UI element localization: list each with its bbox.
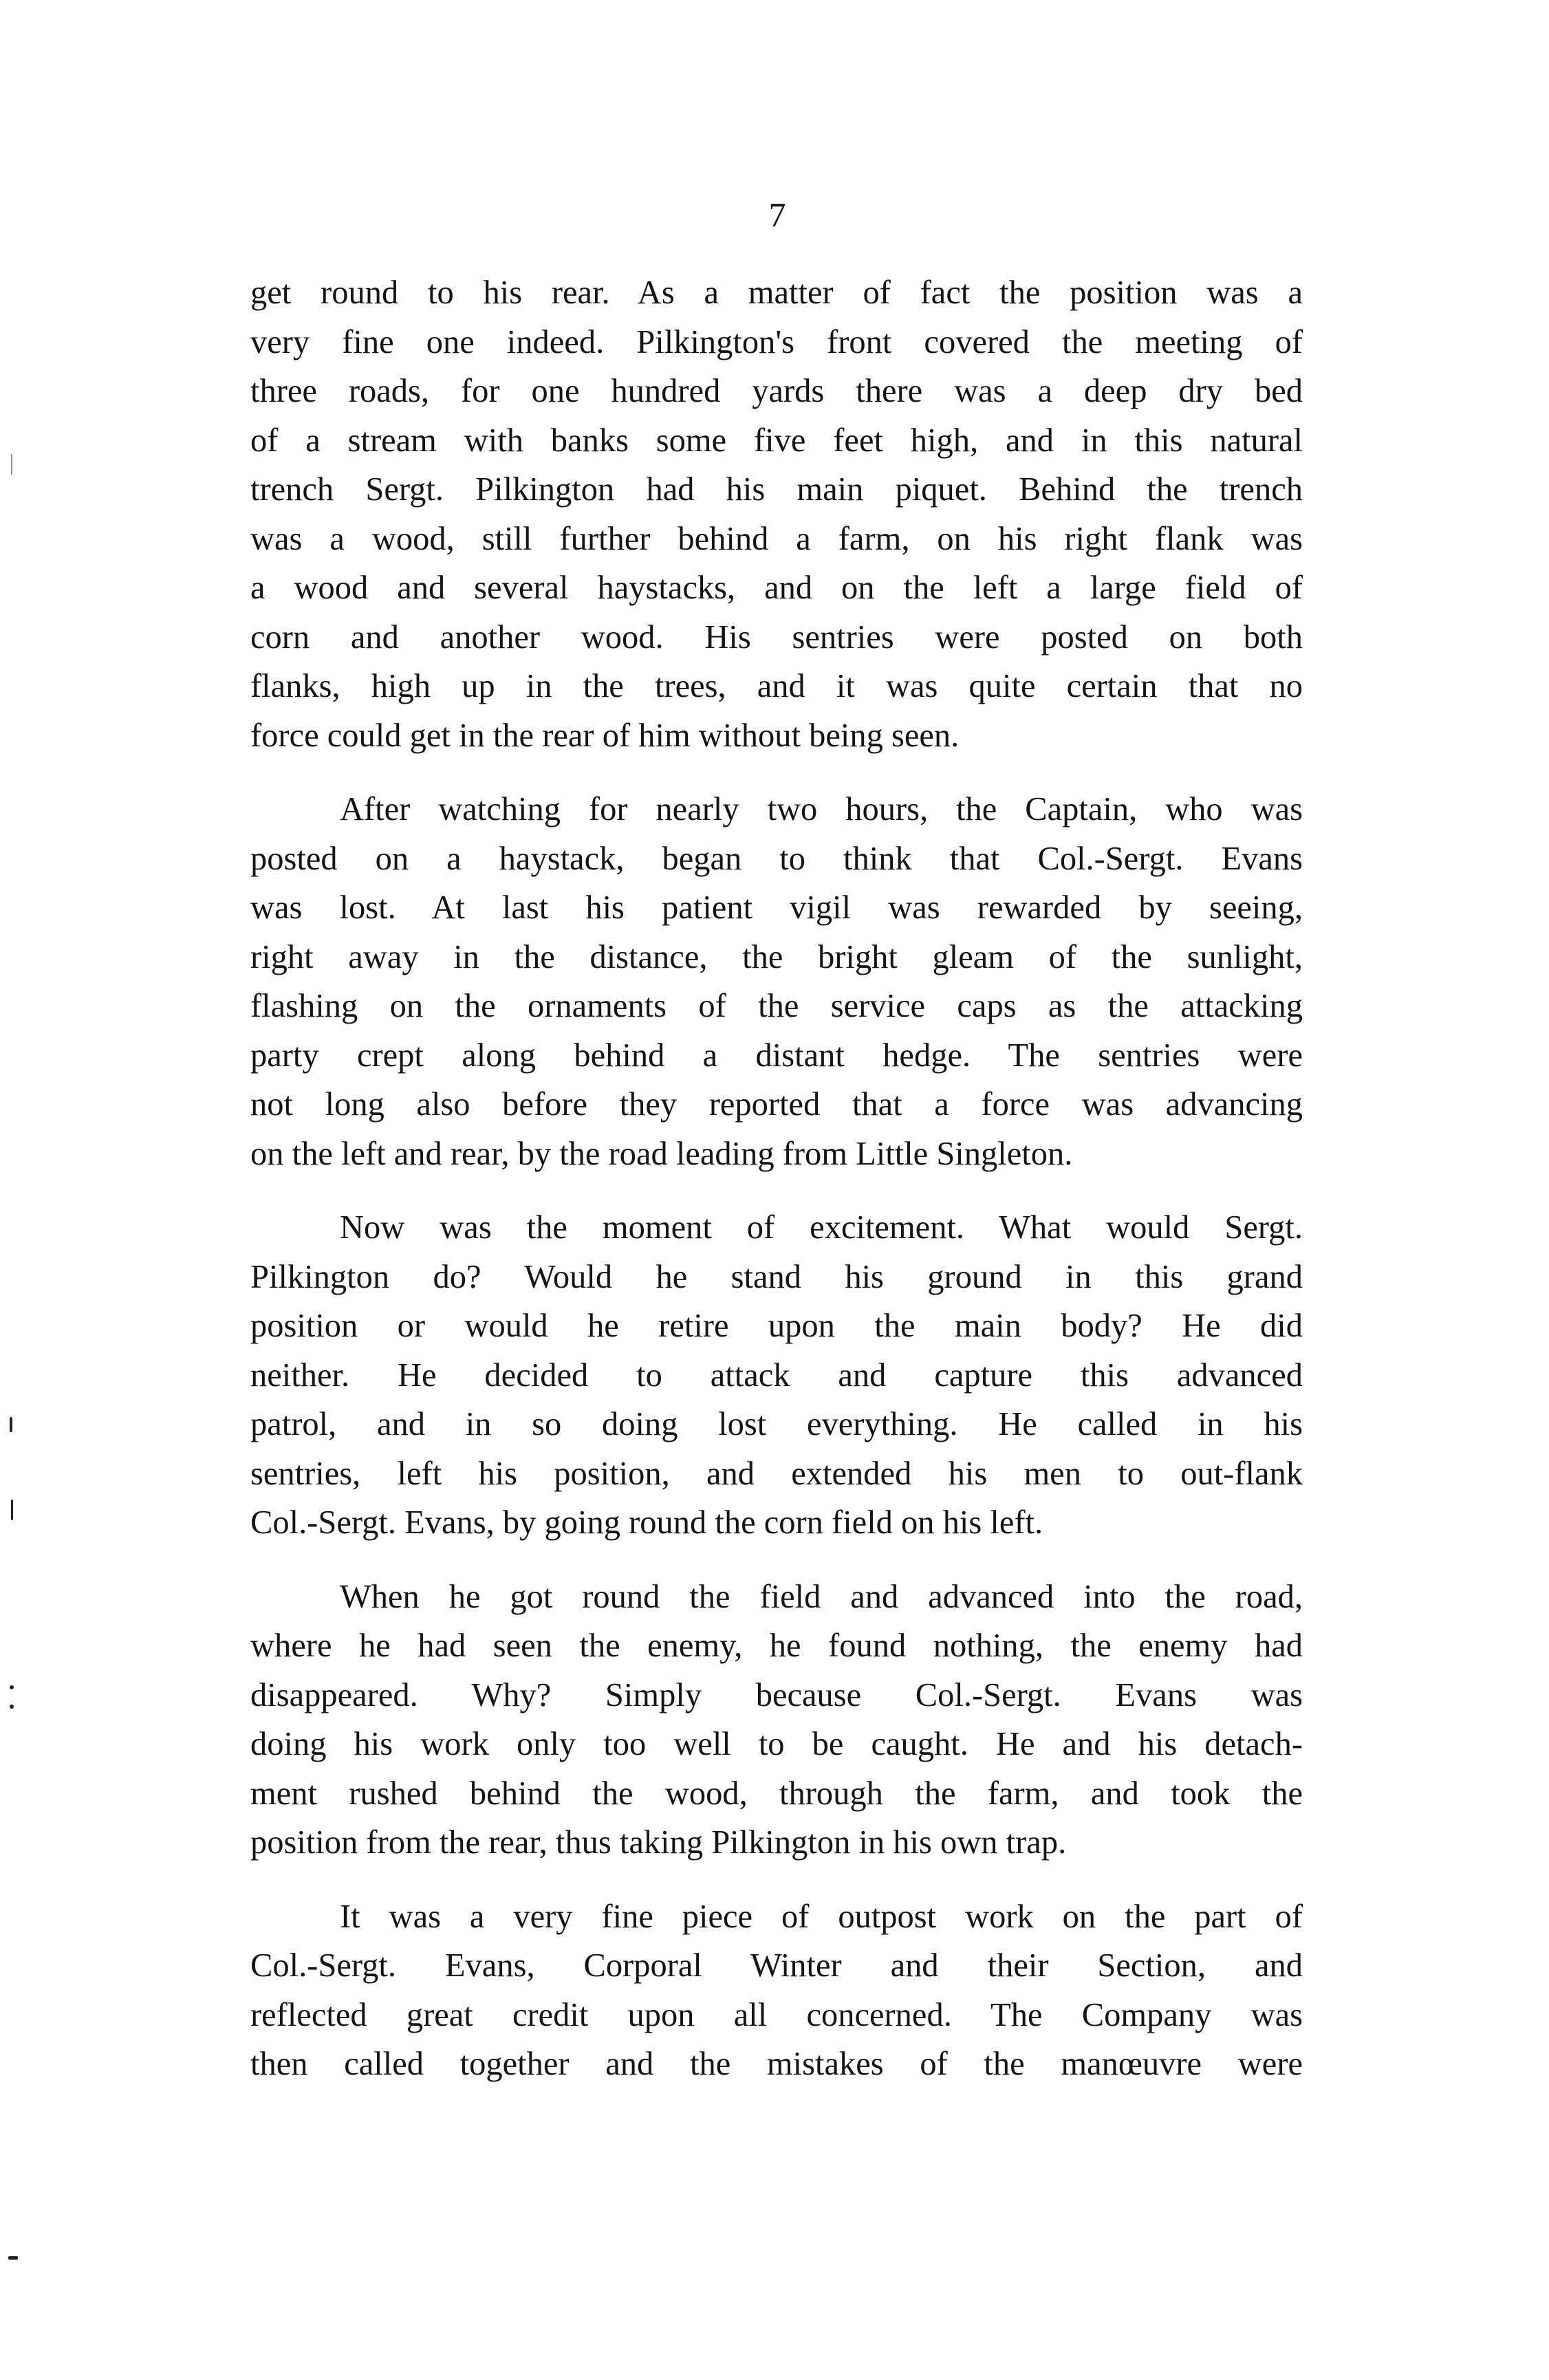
- text-line: patrol, and in so doing lost everything. He called in his: [250, 1406, 1303, 1442]
- scan-speck: [10, 1417, 12, 1432]
- text-line: ment rushed behind the wood, through the farm, and took the: [250, 1775, 1303, 1812]
- text-line: Col.-Sergt. Evans, Corporal Winter and their Section, and: [250, 1947, 1303, 1984]
- text-line: Pilkington do? Would he stand his ground in this grand: [250, 1258, 1303, 1295]
- text-line: It was a very fine piece of outpost work on the part of: [340, 1898, 1303, 1935]
- text-line: party crept along behind a distant hedge. The sentries were: [250, 1037, 1303, 1074]
- scan-speck: [11, 1500, 13, 1520]
- page-text: [250, 268, 1303, 2089]
- text-line: Now was the moment of excitement. What would Sergt.: [340, 1209, 1303, 1246]
- paragraph-2: [250, 785, 1303, 1178]
- text-line: position from the rear, thus taking Pilkington in his own trap.: [250, 1824, 1067, 1861]
- text-line: disappeared. Why? Simply because Col.-Sergt. Evans was: [250, 1676, 1303, 1713]
- text-line: sentries, left his position, and extended his men to out-flank: [250, 1455, 1303, 1492]
- text-line: corn and another wood. His sentries were posted on both: [250, 618, 1303, 656]
- text-line: of a stream with banks some five feet high, and in this natural: [250, 422, 1303, 459]
- paragraph-3: [250, 1203, 1303, 1548]
- scan-speck: [10, 1705, 14, 1709]
- text-line: on the left and rear, by the road leading from Little Singleton.: [250, 1135, 1073, 1172]
- paragraph-4: [250, 1572, 1303, 1868]
- scan-speck: [8, 2256, 18, 2260]
- text-line: position or would he retire upon the main body? He did: [250, 1308, 1303, 1344]
- text-line: was a wood, still further behind a farm, on his right flank was: [250, 520, 1303, 557]
- text-line: flashing on the ornaments of the service caps as the attacking: [250, 988, 1303, 1024]
- paragraph-1: [250, 268, 1303, 760]
- scan-speck: [11, 454, 12, 475]
- page-number: 7: [768, 195, 786, 234]
- text-line: flanks, high up in the trees, and it was quite certain that no: [250, 668, 1303, 704]
- text-line: neither. He decided to attack and capture this advanced: [250, 1356, 1303, 1394]
- scan-speck: [10, 1685, 14, 1689]
- text-line: Col.-Sergt. Evans, by going round the corn field on his left.: [250, 1504, 1043, 1541]
- text-line: After watching for nearly two hours, the Captain, who was: [340, 791, 1303, 827]
- text-line: then called together and the mistakes of the manœuvre were: [250, 2046, 1303, 2082]
- text-line: trench Sergt. Pilkington had his main piquet. Behind the trench: [250, 471, 1303, 508]
- paragraph-5: [250, 1892, 1303, 2089]
- text-line: a wood and several haystacks, and on the left a large field of: [250, 570, 1303, 606]
- text-line: When he got round the field and advanced into the road,: [340, 1578, 1303, 1615]
- text-line: reflected great credit upon all concerned. The Company was: [250, 1996, 1303, 2033]
- text-line: three roads, for one hundred yards there was a deep dry bed: [250, 373, 1303, 409]
- text-line: very fine one indeed. Pilkington's front covered the meeting of: [250, 323, 1303, 360]
- text-line: posted on a haystack, began to think that Col.-Sergt. Evans: [250, 840, 1303, 877]
- text-line: was lost. At last his patient vigil was rewarded by seeing,: [250, 889, 1303, 926]
- text-line: force could get in the rear of him without being seen.: [250, 717, 960, 754]
- text-line: right away in the distance, the bright gleam of the sunlight,: [250, 938, 1303, 975]
- text-line: doing his work only too well to be caught. He and his detach-: [250, 1726, 1303, 1762]
- text-line: get round to his rear. As a matter of fact the position was a: [250, 274, 1303, 311]
- text-line: where he had seen the enemy, he found nothing, the enemy had: [250, 1627, 1303, 1664]
- text-line: not long also before they reported that a force was advancing: [250, 1086, 1303, 1123]
